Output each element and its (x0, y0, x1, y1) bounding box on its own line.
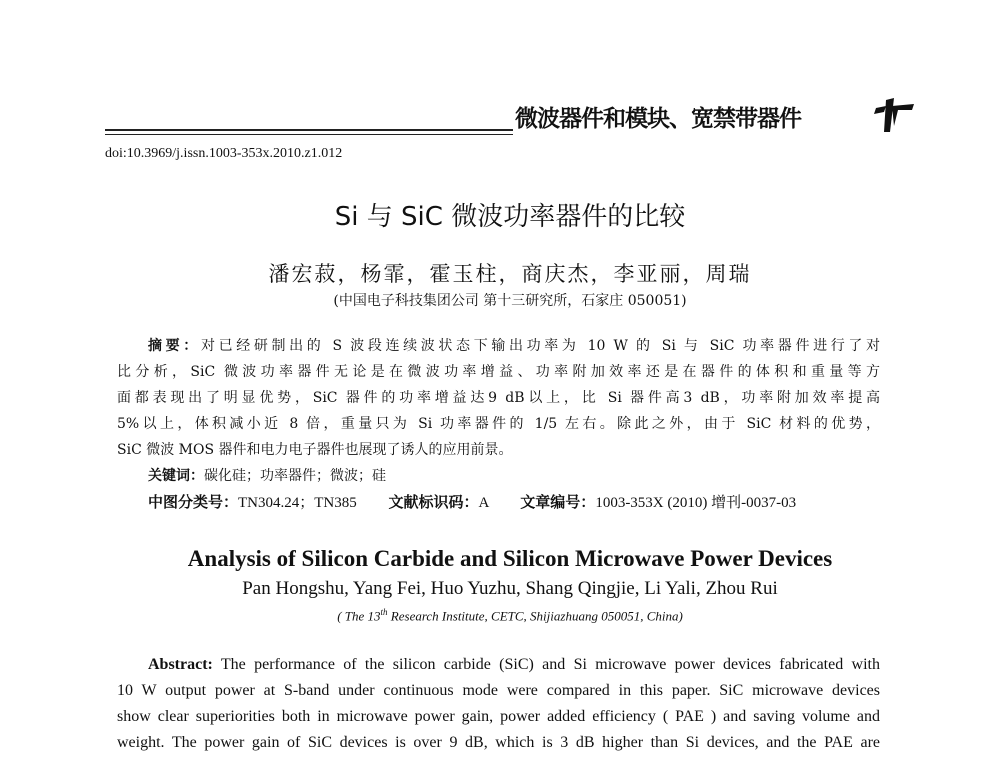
abstract-en-line: show clear superiorities both in microwave power gain, power added efficiency ( PAE ) and saving volume and (117, 708, 880, 725)
paper-title-cn: Si 与 SiC 微波功率器件的比较 (334, 202, 686, 232)
article-number-label: 文章编号： (520, 493, 596, 511)
abstract-cn-line: SiC 微波 MOS 器件和电力电子器件也展现了诱人的应用前景。 (117, 442, 513, 458)
doi: doi:10.3969/j.issn.1003-353x.2010.z1.012 (105, 146, 343, 161)
abstract-en-line: 10 W output power at S-band under continuous mode were compared in this paper. SiC microwave devices (117, 682, 880, 699)
affiliation-en-text: ( The 13 (337, 608, 381, 624)
affiliation-en-text: Research Institute, CETC, Shijiazhuang 050051, China) (387, 608, 683, 624)
keywords-label: 关键词： (148, 468, 204, 484)
header-rule (105, 134, 513, 135)
authors-cn: 潘宏菽，杨霏，霍玉柱，商庆杰，李亚丽，周瑞 (268, 262, 752, 286)
abstract-cn-text: 对已经研制出的 S 波段连续波状态下输出功率为 10 W 的 Si 与 SiC 功率器件进行了对 (200, 338, 881, 354)
affiliation-en-sup: th (380, 607, 388, 617)
abstract-en-label: Abstract: (148, 656, 213, 673)
abstract-cn-line: 5%以上，体积减小近 8 倍，重量只为 Si 功率器件的 1/5 左右。除此之外，由于 SiC 材料的优势， (117, 416, 880, 432)
keywords-cn (148, 466, 880, 486)
abstract-en-text: The performance of the silicon carbide (SiC) and Si microwave power devices fabricated with (212, 656, 880, 673)
abstract-cn-line (148, 336, 880, 356)
header-rule (105, 129, 513, 131)
article-number-value: 1003-353X (2010) 增刊-0037-03 (595, 495, 797, 511)
classification-line (148, 492, 880, 513)
clc-label: 中图分类号： (148, 493, 239, 511)
doc-code-value: A (478, 495, 489, 511)
clc-value: TN304.24；TN385 (238, 495, 357, 511)
abstract-cn-label: 摘要： (148, 338, 201, 354)
abstract-en-line: weight. The power gain of SiC devices is over 9 dB, which is 3 dB higher than Si devices, and the PAE are (117, 734, 880, 751)
affiliation-en (0, 607, 1000, 624)
journal-logo-icon (872, 96, 916, 136)
journal-section-header: 微波器件和模块、宽禁带器件 (515, 106, 801, 132)
paper-title-en: Analysis of Silicon Carbide and Silicon Microwave Power Devices (187, 546, 833, 571)
abstract-cn-line: 面都表现出了明显优势，SiC 器件的功率增益达9 dB以上，比 Si 器件高3 dB，功率附加效率提高 (117, 390, 880, 406)
affiliation-cn: (中国电子科技集团公司 第十三研究所，石家庄 050051) (333, 293, 687, 309)
abstract-en-line (148, 655, 880, 675)
authors-en: Pan Hongshu, Yang Fei, Huo Yuzhu, Shang Qingjie, Li Yali, Zhou Rui (242, 578, 778, 599)
doc-code-label: 文献标识码： (388, 493, 479, 511)
abstract-cn-line: 比分析，SiC 微波功率器件无论是在微波功率增益、功率附加效率还是在器件的体积和重量等方 (117, 364, 880, 380)
keywords-value: 碳化硅；功率器件；微波；硅 (204, 468, 386, 484)
